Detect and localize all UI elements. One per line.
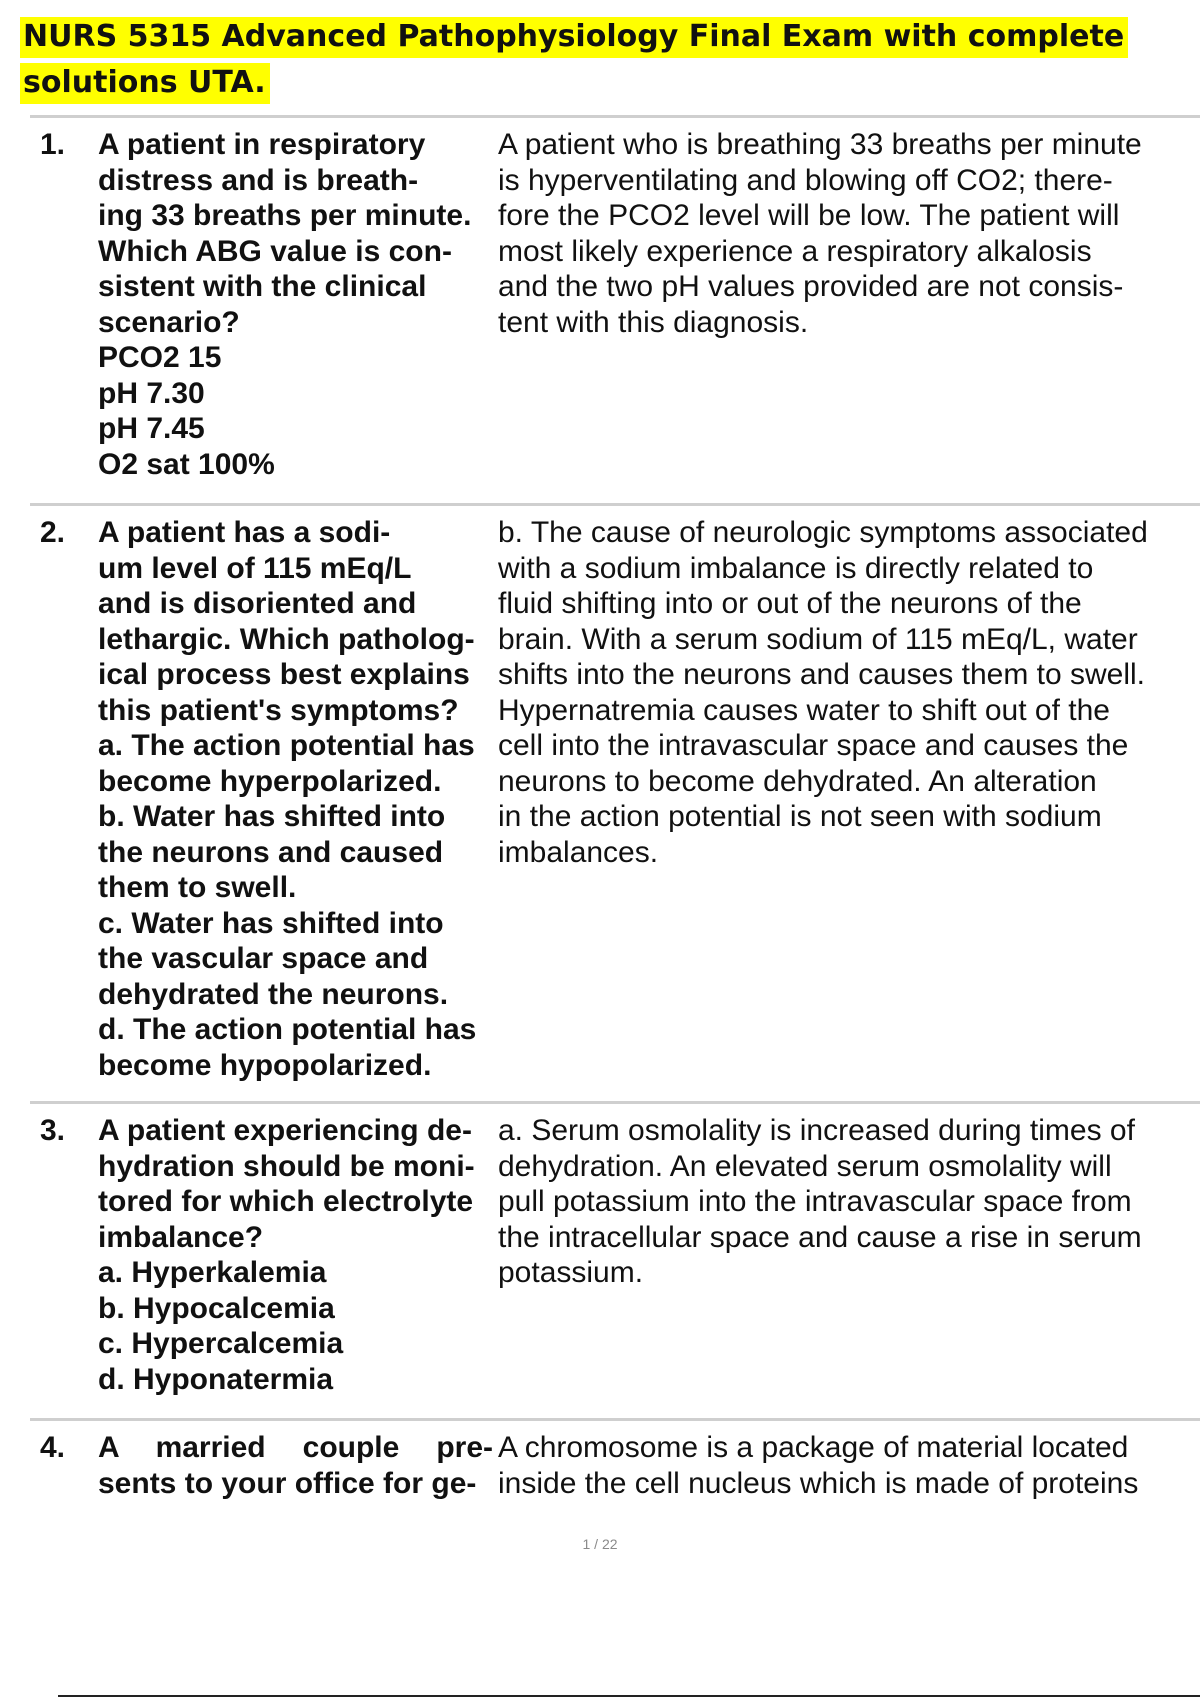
answer-text: [498, 515, 1188, 870]
question-line: A married couple pre-: [98, 1431, 493, 1464]
question-line: distress and is breath-: [98, 163, 419, 197]
question-line: become hypopolarized.: [98, 1048, 432, 1082]
question-text: [98, 515, 493, 1083]
question-line: um level of 115 mEq/L: [98, 551, 412, 585]
divider-3: [30, 1101, 1200, 1104]
question-line: pH 7.30: [98, 376, 205, 410]
question-line: c. Water has shifted into: [98, 906, 444, 940]
question-line: A patient experiencing de-: [98, 1114, 472, 1147]
answer-line: fluid shifting into or out of the neurons of the: [498, 587, 1082, 620]
question-line: A patient in respiratory: [98, 128, 426, 161]
question-line: the vascular space and: [98, 942, 429, 975]
answer-line: tent with this diagnosis.: [498, 305, 809, 339]
question-line: this patient's symptoms?: [98, 693, 459, 727]
answer-line: dehydration. An elevated serum osmolality will: [498, 1149, 1112, 1183]
answer-text: [498, 1113, 1188, 1291]
question-line: become hyperpolarized.: [98, 764, 442, 798]
answer-line: with a sodium imbalance is directly related to: [498, 551, 1094, 585]
answer-line: potassium.: [498, 1256, 644, 1289]
page-bottom-rule: [58, 1695, 1200, 1697]
answer-line: in the action potential is not seen with sodium: [498, 800, 1102, 833]
document-title: [20, 14, 1160, 106]
answer-text: [498, 127, 1188, 340]
question-line: the neurons and caused: [98, 835, 444, 869]
question-line: hydration should be moni-: [98, 1149, 475, 1183]
question-number: 1.: [40, 128, 66, 161]
divider-2: [30, 503, 1200, 506]
answer-line: a. Serum osmolality is increased during times of: [498, 1114, 1135, 1147]
question-line: lethargic. Which patholog-: [98, 622, 475, 656]
question-line: tored for which electrolyte: [98, 1185, 474, 1218]
question-number: 2.: [40, 516, 66, 549]
question-line: PCO2 15: [98, 341, 222, 374]
page-indicator: 1 / 22: [582, 1536, 618, 1552]
question-line: O2 sat 100%: [98, 447, 275, 481]
question-line: dehydrated the neurons.: [98, 977, 449, 1011]
answer-text: [498, 1430, 1188, 1501]
divider-1: [30, 115, 1200, 118]
question-text: [98, 127, 493, 482]
answer-line: shifts into the neurons and causes them to swell.: [498, 658, 1146, 691]
question-line: c. Hypercalcemia: [98, 1327, 344, 1360]
answer-line: imbalances.: [498, 835, 659, 869]
question-line: a. The action potential has: [98, 729, 475, 762]
answer-line: most likely experience a respiratory alkalosis: [498, 234, 1092, 268]
answer-line: inside the cell nucleus which is made of proteins: [498, 1466, 1139, 1500]
answer-line: cell into the intravascular space and causes the: [498, 729, 1129, 762]
question-line: d. Hyponatermia: [98, 1362, 334, 1396]
answer-line: neurons to become dehydrated. An alteration: [498, 764, 1097, 798]
question-line: pH 7.45: [98, 412, 205, 445]
question-line: sistent with the clinical: [98, 270, 427, 303]
question-line: ing 33 breaths per minute.: [98, 199, 472, 232]
answer-line: A chromosome is a package of material located: [498, 1431, 1129, 1464]
question-line: b. Hypocalcemia: [98, 1291, 335, 1325]
question-number: 3.: [40, 1114, 66, 1147]
answer-line: and the two pH values provided are not consis-: [498, 270, 1124, 303]
answer-line: Hypernatremia causes water to shift out of the: [498, 693, 1110, 727]
answer-line: fore the PCO2 level will be low. The patient will: [498, 199, 1120, 232]
answer-line: the intracellular space and cause a rise in serum: [498, 1220, 1142, 1254]
question-text: [98, 1113, 493, 1397]
divider-4: [30, 1418, 1200, 1421]
answer-line: brain. With a serum sodium of 115 mEq/L, water: [498, 622, 1138, 656]
question-line: A patient has a sodi-: [98, 516, 391, 549]
answer-line: is hyperventilating and blowing off CO2; there-: [498, 163, 1113, 197]
question-line: d. The action potential has: [98, 1013, 477, 1046]
question-line: b. Water has shifted into: [98, 800, 446, 833]
question-line: ical process best explains: [98, 658, 470, 691]
title-highlight: NURS 5315 Advanced Pathophysiology Final Exam with complete solutions UTA.: [20, 17, 1128, 104]
question-line: a. Hyperkalemia: [98, 1256, 327, 1289]
question-line: Which ABG value is con-: [98, 234, 452, 268]
question-line: and is disoriented and: [98, 587, 417, 620]
question-number: 4.: [40, 1431, 66, 1464]
question-line: scenario?: [98, 305, 240, 339]
question-text: [98, 1430, 493, 1501]
question-line: imbalance?: [98, 1220, 264, 1254]
answer-line: pull potassium into the intravascular space from: [498, 1185, 1132, 1218]
question-line: sents to your office for ge-: [98, 1466, 477, 1500]
answer-line: A patient who is breathing 33 breaths per minute: [498, 128, 1142, 161]
answer-line: b. The cause of neurologic symptoms associated: [498, 516, 1148, 549]
question-line: them to swell.: [98, 871, 297, 904]
